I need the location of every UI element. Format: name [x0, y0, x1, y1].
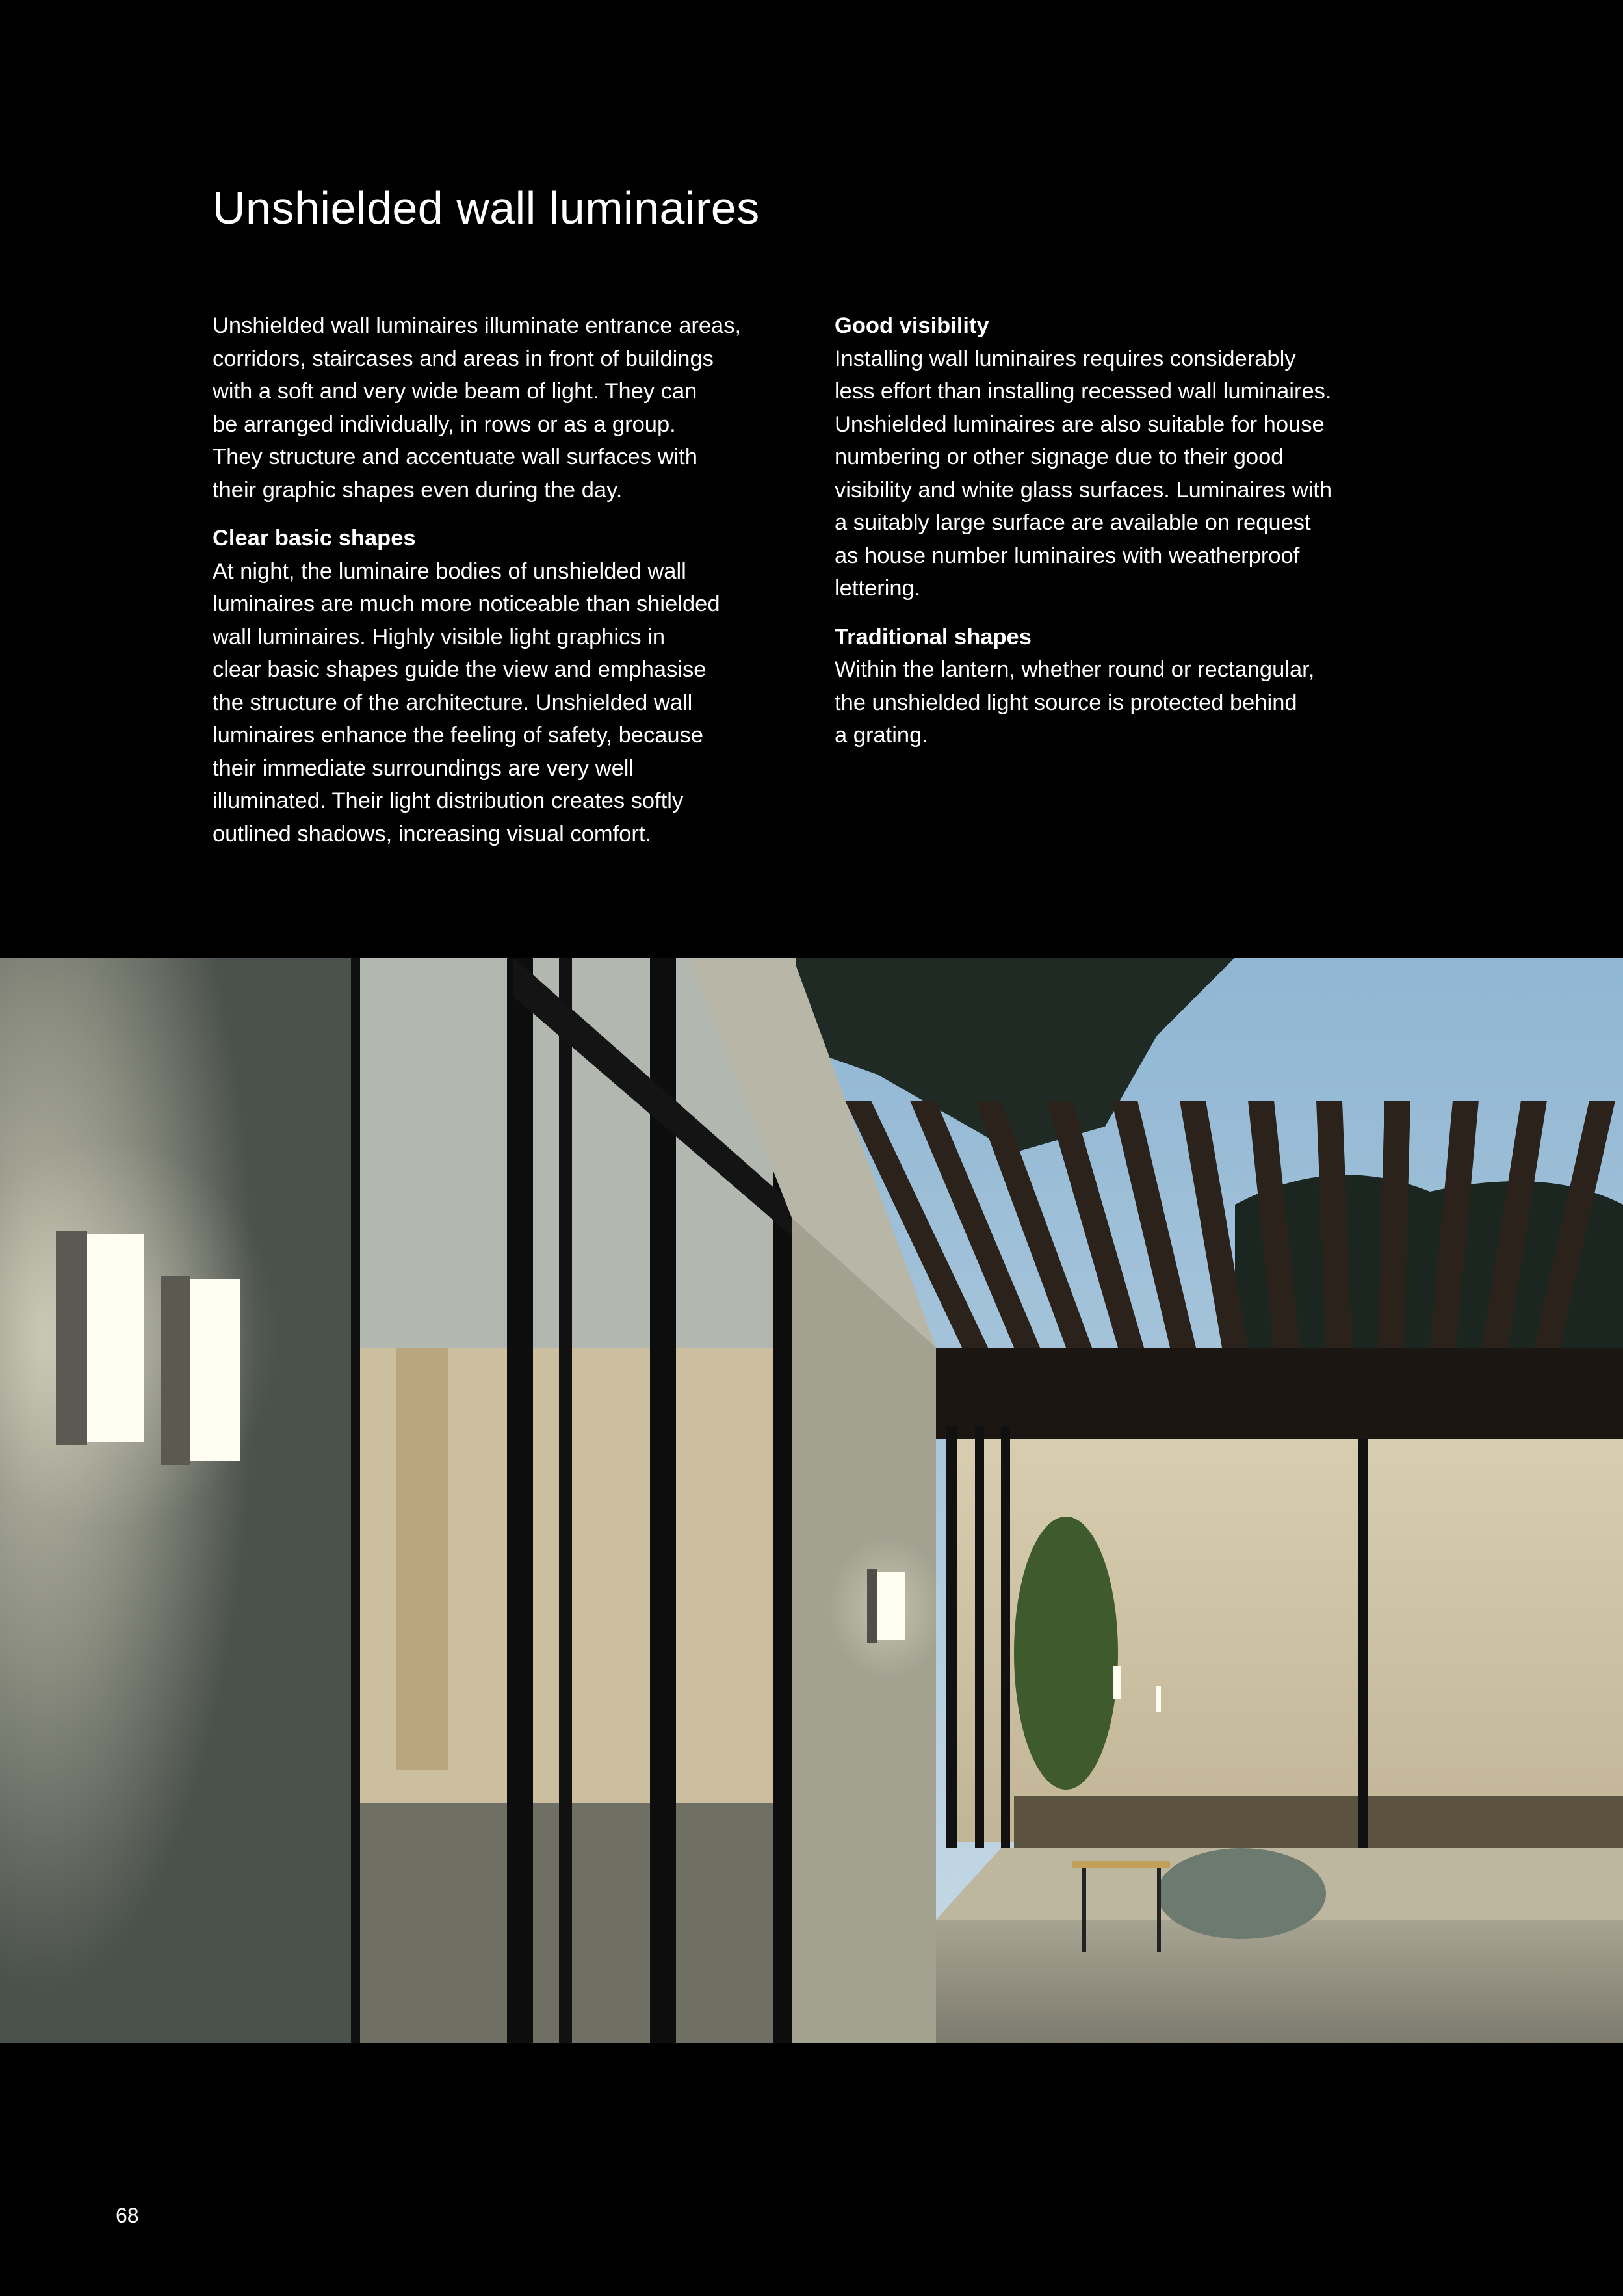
text-line: less effort than installing recessed wall luminaires. — [835, 379, 1332, 404]
text-line: corridors, staircases and areas in front of buildings — [213, 346, 714, 371]
text-line: the structure of the architecture. Unshielded wall — [213, 690, 693, 715]
text-line: Unshielded luminaires are also suitable for house — [835, 411, 1325, 437]
architecture-photo — [0, 958, 1623, 2043]
page-title: Unshielded wall luminaires — [213, 183, 760, 233]
text-line: Within the lantern, whether round or rectangular, — [835, 657, 1315, 682]
text-line: clear basic shapes guide the view and emphasise — [213, 657, 707, 682]
section-heading-good-visibility: Good visibility — [835, 313, 989, 338]
section-body-good-visibility — [835, 343, 1394, 605]
left-column — [213, 309, 772, 866]
text-line: wall luminaires. Highly visible light graphics in — [213, 624, 666, 649]
section-heading-clear-basic-shapes: Clear basic shapes — [213, 526, 416, 551]
text-line: luminaires enhance the feeling of safety, because — [213, 723, 704, 748]
text-line: be arranged individually, in rows or as a group. — [213, 411, 676, 437]
text-line: a grating. — [835, 723, 928, 748]
text-line: outlined shadows, increasing visual comfort. — [213, 821, 652, 846]
intro-paragraph — [213, 309, 772, 506]
text-line: At night, the luminaire bodies of unshielded wall — [213, 558, 686, 584]
text-line: Installing wall luminaires requires considerably — [835, 346, 1296, 371]
right-column — [835, 309, 1394, 768]
page-number: 68 — [116, 2204, 139, 2227]
text-line: numbering or other signage due to their good — [835, 445, 1284, 469]
section-heading-traditional-shapes: Traditional shapes — [835, 624, 1032, 649]
text-line: as house number luminaires with weatherproof — [835, 543, 1300, 568]
text-line: lettering. — [835, 576, 921, 601]
text-line: luminaires are much more noticeable than shielded — [213, 592, 720, 616]
text-line: with a soft and very wide beam of light. They can — [213, 379, 697, 404]
text-line: their graphic shapes even during the day. — [213, 477, 623, 502]
section-body-traditional-shapes — [835, 653, 1394, 752]
text-line: Unshielded wall luminaires illuminate entrance areas, — [213, 313, 742, 338]
text-line: their immediate surroundings are very well — [213, 755, 634, 781]
text-line: illuminated. Their light distribution creates softly — [213, 789, 684, 813]
text-line: visibility and white glass surfaces. Luminaires with — [835, 477, 1332, 502]
text-line: They structure and accentuate wall surfaces with — [213, 445, 697, 469]
section-body-clear-basic-shapes — [213, 555, 772, 851]
text-line: the unshielded light source is protected behind — [835, 690, 1297, 715]
text-line: a suitably large surface are available on request — [835, 510, 1311, 535]
